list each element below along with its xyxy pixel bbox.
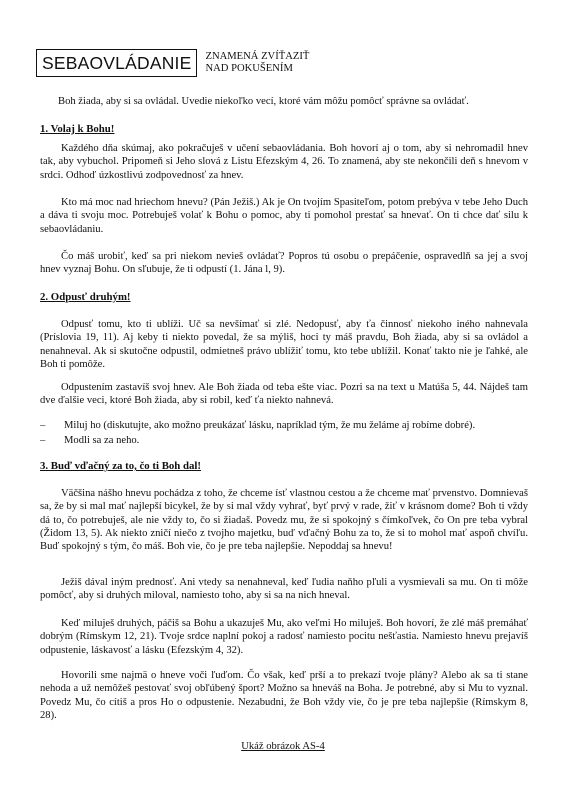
subtitle-line-1: ZNAMENÁ ZVÍŤAZIŤ — [205, 50, 310, 62]
section-1-paragraph-2: Kto má moc nad hriechom hnevu? (Pán Ježiš.) Ak je On tvojím Spasiteľom, potom prebýva v tebe Jeho Duch a dáva ti svoju moc. Potrebuješ volať k Bohu o pomoc, aby ti pomohol prestať sa hnevať. On ti chce dať silu k sebaovládaniu. — [40, 197, 528, 235]
section-3-heading: 3. Buď vďačný za to, čo ti Boh dal! — [40, 460, 201, 472]
document-subtitle — [205, 51, 309, 76]
section-2-list-item-1 — [40, 419, 528, 432]
list-dash: – — [40, 420, 46, 431]
section-2-paragraph-2: Odpustením zastavíš svoj hnev. Ale Boh žiada od teba ešte viac. Pozri sa na text u Matúša 5, 44. Nájdeš tam dve ďalšie veci, ktoré Boh žiada, aby si robil, keď ťa niekto nahnevá. — [40, 382, 528, 407]
section-1-paragraph-1: Každého dňa skúmaj, ako pokračuješ v učení sebaovládania. Boh hovorí aj o tom, aby si nehromadil hnev tak, aby vybuchol. Pripomeň si Jeho slová z Listu Efezským 4, 26. To znamená, aby ste nekončili deň s hnevom v srdci. Odhoď úzkostlivú zodpovednosť za hnev. — [40, 143, 528, 181]
intro-paragraph: Boh žiada, aby si sa ovládal. Uvedie niekoľko vecí, ktoré vám môžu pomôcť správne sa ovládať. — [58, 96, 469, 107]
section-1-paragraph-3: Čo máš urobiť, keď sa pri niekom nevieš ovládať? Popros tú osobu o prepáčenie, ospravedlň sa jej a svoj hnev vyznaj Bohu. On sľubuje, že ti odpustí (1. Jána l, 9). — [40, 251, 528, 276]
section-2-paragraph-1: Odpusť tomu, kto ti ublíži. Uč sa nevšímať si zlé. Nedopusť, aby ťa činnosť niekoho iného nahnevala (Príslovia 19, 11). Aj keby ti niekto povedal, že sa mýliš, hoci ty máš pravdu, Boh žiada, aby si sa ovládol a nenahneval. Ak si skutočne odpustil, odmietneš právo ublížiť tomu, kto tebe ublížil. Konať takto nie je ľahké, ale Boh ti pomôže. — [40, 319, 528, 371]
list-item-text: Miluj ho (diskutujte, ako možno preukázať lásku, napríklad tým, že mu želáme aj robíme dobré). — [64, 420, 476, 431]
section-2-list-item-2 — [40, 434, 528, 447]
section-3-paragraph-1: Väčšina nášho hnevu pochádza z toho, že chceme ísť vlastnou cestou a že chceme mať prvenstvo. Domnievaš sa, že by si mal mať najlepší bicykel, že by si mal vždy vyhrať, byť prvý v rade, žiť v krásnom dome? Boh ti vždy dá to, čo potrebuješ, ale nie vždy to, čo si žiadaš. Povedz mu, že si spokojný s čímkoľvek, čo On pre teba vybral (Židom 13, 5). Ak niekto zničí niečo z tvojho majetku, buď vďačný Bohu za to, že si to mohol mať aspoň chvíľu. Buď spokojný s tým, čo máš. Boh vie, čo je pre teba najlepšie. Nepoddaj sa hnevu! — [40, 488, 528, 553]
list-item-text: Modli sa za neho. — [64, 435, 140, 446]
list-dash: – — [40, 435, 46, 446]
section-3-paragraph-3: Keď miluješ druhých, páčiš sa Bohu a ukazuješ Mu, ako veľmi Ho miluješ. Boh hovorí, že zlé máš premáhať dobrým (Rímskym 12, 21). Tvoje srdce naplní pokoj a radosť namiesto pocitu nešťastia. Namiesto hnevu prejavíš odpustenie, láskavosť a lásku (Efezským 4, 32). — [40, 618, 528, 656]
subtitle-line-2: NAD POKUŠENÍM — [205, 63, 293, 74]
section-3-paragraph-4: Hovorili sme najmä o hneve voči ľuďom. Čo však, keď prší a to prekazí tvoje plány? Alebo ak sa ti stane nehoda a už nemôžeš pestovať svoj obľúbený šport? Možno sa hneváš na Boha. Je potrebné, aby si Mu to vyznal. Povedz Mu, čo cítiš a pros Ho o odpustenie. Nezabudni, že Boh vždy vie, čo je pre teba najlepšie (Rímskym 8, 28). — [40, 670, 528, 722]
document-header — [36, 49, 309, 77]
footer-picture-reference: Ukáž obrázok AS-4 — [241, 741, 325, 752]
section-2-heading: 2. Odpusť druhým! — [40, 291, 131, 303]
section-1-heading: 1. Volaj k Bohu! — [40, 123, 115, 135]
section-3-paragraph-2: Ježiš dával iným prednosť. Ani vtedy sa nenahneval, keď ľudia naňho pľuli a vysmievali sa mu. On ti môže pomôcť, aby si druhých miloval, namiesto toho, aby si sa na nich hneval. — [40, 577, 528, 602]
document-title: SEBAOVLÁDANIE — [36, 49, 197, 77]
